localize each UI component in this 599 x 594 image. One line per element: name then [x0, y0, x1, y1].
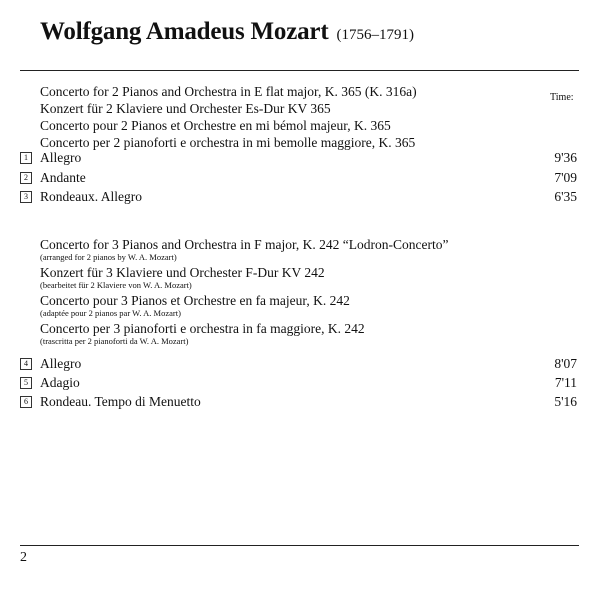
work1-title-en: Concerto for 2 Pianos and Orchestra in E flat major, K. 365 (K. 316a) — [40, 84, 417, 99]
top-rule — [20, 70, 579, 71]
work2-note-en: (arranged for 2 pianos by W. A. Mozart) — [40, 252, 177, 262]
track-duration: 7'09 — [554, 170, 577, 185]
track-row — [20, 394, 579, 414]
composer-dates: (1756–1791) — [336, 27, 414, 43]
bottom-rule — [20, 545, 579, 546]
track-duration: 5'16 — [554, 394, 577, 409]
work2-title-de: Konzert für 3 Klaviere und Orchester F-Dur KV 242 — [40, 265, 325, 280]
track-title: Andante — [40, 170, 86, 185]
composer-name: Wolfgang Amadeus Mozart — [40, 18, 329, 45]
work2-title-fr: Concerto pour 3 Pianos et Orchestre en fa majeur, K. 242 — [40, 293, 350, 308]
track-duration: 6'35 — [554, 189, 577, 204]
track-number: 4 — [20, 358, 32, 370]
track-duration: 7'11 — [554, 375, 577, 390]
work2-note-it: (trascritta per 2 pianoforti da W. A. Mozart) — [40, 336, 189, 346]
track-number: 3 — [20, 191, 32, 203]
track-duration: 8'07 — [554, 356, 577, 371]
work2-note-fr: (adaptée pour 2 pianos par W. A. Mozart) — [40, 308, 181, 318]
page-number: 2 — [20, 550, 27, 565]
track-row — [20, 189, 579, 209]
work2-note-de: (bearbeitet für 2 Klaviere von W. A. Mozart) — [40, 280, 192, 290]
work1-titles — [40, 83, 417, 151]
track-number: 2 — [20, 172, 32, 184]
work1-title-de: Konzert für 2 Klaviere und Orchester Es-Dur KV 365 — [40, 101, 331, 116]
time-column-label: Time: — [550, 92, 574, 103]
track-title: Allegro — [40, 150, 82, 165]
track-title: Rondeau. Tempo di Menuetto — [40, 394, 201, 409]
track-duration: 9'36 — [554, 150, 577, 165]
work1-title-fr: Concerto pour 2 Pianos et Orchestre en mi bémol majeur, K. 365 — [40, 118, 391, 133]
track-title: Allegro — [40, 356, 82, 371]
work2-title-en: Concerto for 3 Pianos and Orchestra in F major, K. 242 “Lodron-Concerto” — [40, 237, 449, 252]
work2-title-it: Concerto per 3 pianoforti e orchestra in fa maggiore, K. 242 — [40, 321, 365, 336]
track-number: 1 — [20, 152, 32, 164]
track-title: Rondeaux. Allegro — [40, 189, 142, 204]
track-row — [20, 375, 579, 395]
track-title: Adagio — [40, 375, 80, 390]
track-row — [20, 356, 579, 376]
track-row — [20, 170, 579, 190]
track-row — [20, 150, 579, 170]
track-number: 5 — [20, 377, 32, 389]
track-number: 6 — [20, 396, 32, 408]
work1-title-it: Concerto per 2 pianoforti e orchestra in mi bemolle maggiore, K. 365 — [40, 135, 416, 150]
work2-titles — [40, 236, 448, 348]
page-header — [40, 18, 414, 46]
